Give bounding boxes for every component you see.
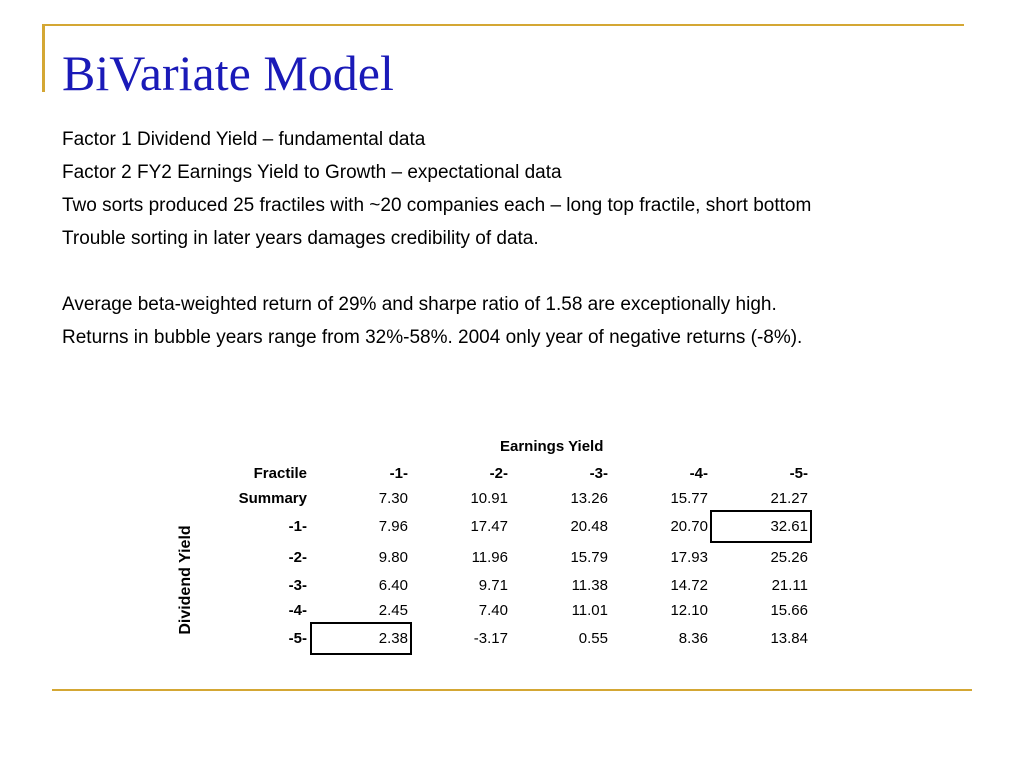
header-label: Fractile: [253, 465, 307, 482]
table-cell: 0.55: [578, 630, 608, 647]
accent-rule-top: [42, 24, 964, 26]
table-cell: 20.48: [570, 518, 608, 535]
row-label: Summary: [238, 490, 307, 507]
row-label: -4-: [288, 602, 307, 619]
table-row: [210, 542, 811, 573]
table-cell: 12.10: [670, 602, 708, 619]
bullet-item: Trouble sorting in later years damages credibility of data.: [62, 228, 539, 249]
table-row: [210, 573, 811, 598]
bullet-spacer: [62, 255, 811, 288]
column-header: -3-: [589, 465, 608, 482]
highlighted-cell: 2.38: [311, 623, 411, 654]
row-label: -3-: [288, 577, 307, 594]
table-row: [210, 486, 811, 511]
highlighted-cell: 32.61: [711, 511, 811, 542]
bullet-list: [62, 123, 811, 354]
column-header: -1-: [389, 465, 408, 482]
table-cell: 13.84: [770, 630, 808, 647]
column-header: -4-: [689, 465, 708, 482]
fractile-table: [210, 461, 811, 654]
table-cell: 7.30: [378, 490, 408, 507]
table-cell: 10.91: [470, 490, 508, 507]
table-row: [210, 598, 811, 623]
table-cell: 7.40: [478, 602, 508, 619]
table-cell: 17.47: [470, 518, 508, 535]
table-cell: 20.70: [670, 518, 708, 535]
accent-bar-vertical: [42, 24, 45, 92]
column-group-title: Earnings Yield: [500, 438, 604, 455]
row-group-title: Dividend Yield: [177, 525, 194, 635]
row-label: -2-: [288, 549, 307, 566]
bullet-item: Factor 1 Dividend Yield – fundamental data: [62, 129, 426, 150]
bullet-item: Average beta-weighted return of 29% and sharpe ratio of 1.58 are exceptionally high.: [62, 294, 777, 315]
slide-title: BiVariate Model: [62, 45, 394, 101]
table-cell: 17.93: [670, 549, 708, 566]
table-cell: 9.80: [378, 549, 408, 566]
table-cell: -3.17: [473, 630, 508, 647]
table-cell: 8.36: [678, 630, 708, 647]
table-cell: 15.77: [670, 490, 708, 507]
table-cell: 25.26: [770, 549, 808, 566]
bullet-item: Returns in bubble years range from 32%-58%. 2004 only year of negative returns (-8%).: [62, 327, 803, 348]
bullet-item: Factor 2 FY2 Earnings Yield to Growth – expectational data: [62, 162, 562, 183]
table-cell: 21.11: [771, 577, 808, 594]
table-cell: 21.27: [770, 490, 808, 507]
column-header: -5-: [789, 465, 808, 482]
accent-rule-bottom: [52, 689, 972, 691]
table-row: [210, 511, 811, 542]
table-cell: 6.40: [378, 577, 408, 594]
table-cell: 15.66: [770, 602, 808, 619]
table-cell: 2.45: [378, 602, 408, 619]
bullet-item: Two sorts produced 25 fractiles with ~20 companies each – long top fractile, short bottom: [62, 195, 812, 216]
table-cell: 11.38: [571, 577, 608, 594]
column-header: -2-: [489, 465, 508, 482]
table-cell: 11.96: [471, 549, 508, 566]
table-cell: 15.79: [570, 549, 608, 566]
table-cell: 7.96: [378, 518, 408, 535]
table-row: [210, 623, 811, 654]
row-label: -5-: [288, 630, 307, 647]
table-cell: 11.01: [571, 602, 608, 619]
table-cell: 14.72: [670, 577, 708, 594]
row-label: -1-: [288, 518, 307, 535]
table-cell: 13.26: [570, 490, 608, 507]
table-header-row: [210, 461, 811, 486]
table-cell: 9.71: [478, 577, 508, 594]
